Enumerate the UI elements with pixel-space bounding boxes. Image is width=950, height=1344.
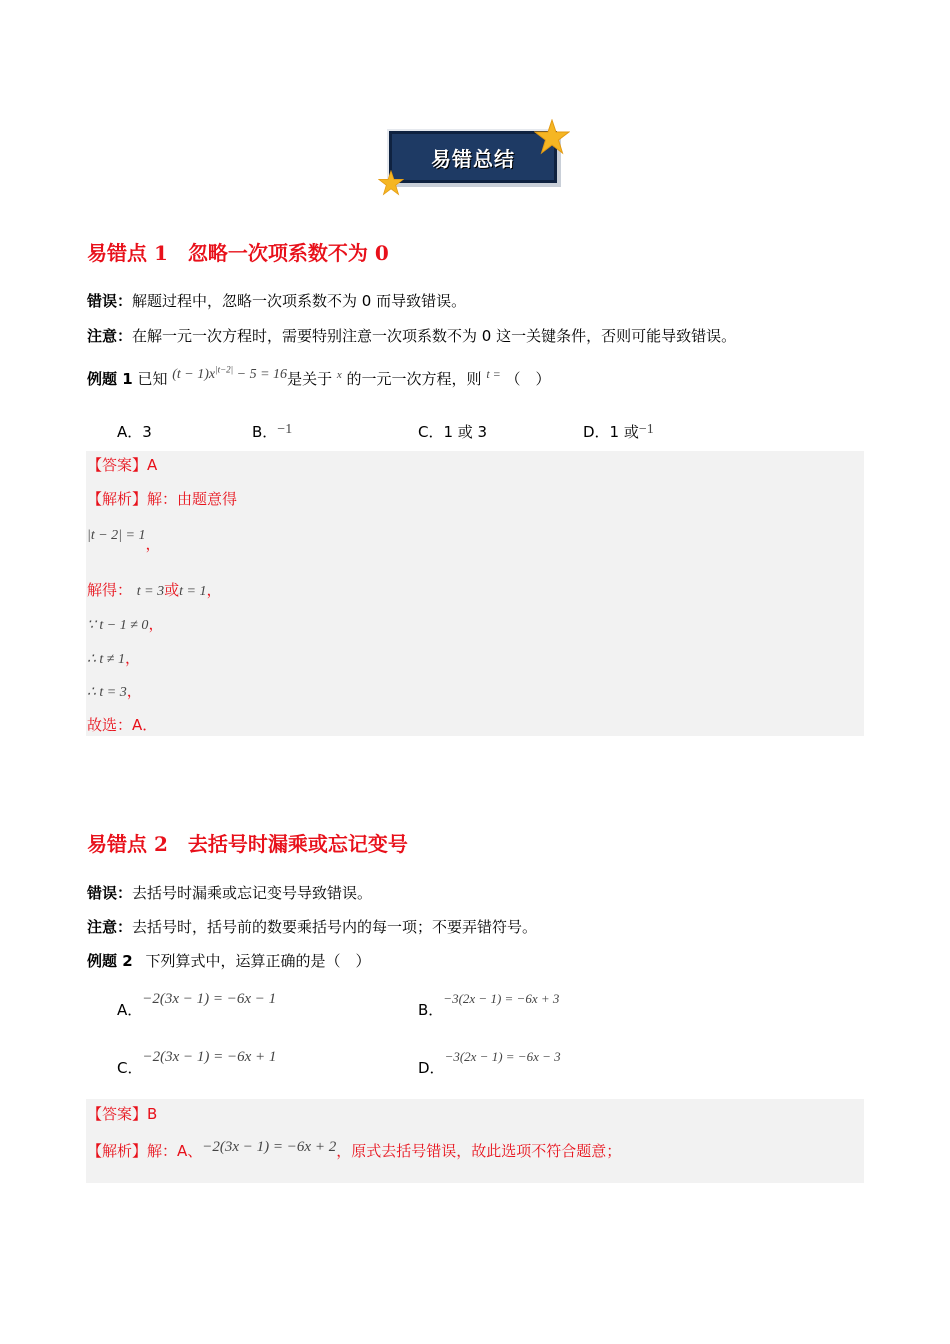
note-label: 注意：: [87, 327, 133, 345]
solution1-step2: 解得： t = 3或t = 1，: [87, 581, 222, 599]
example-equation: $(t - 1)x^{|t-2|} - 5 = 16$: [172, 364, 288, 382]
solution1-step1: |t − 2| = 1，: [87, 528, 161, 553]
example-variable: x: [336, 369, 342, 381]
error-text: 解题过程中，忽略一次项系数不为 0 而导致错误。: [132, 292, 467, 310]
error-label: 错误：: [87, 292, 133, 310]
example2-option-d[interactable]: D．−3(2x − 1) = −6x − 3: [418, 1049, 561, 1077]
example-label: 例题 1: [87, 370, 133, 388]
solution1-analysis: 【解析】解：由题意得: [87, 490, 238, 508]
example1-option-d[interactable]: D．1 或−1: [583, 422, 654, 441]
star-icon: [534, 119, 570, 155]
example-paren: （ ）: [505, 370, 551, 388]
example-label: 例题 2: [87, 952, 133, 970]
example-prefix: 已知: [137, 370, 168, 388]
example2-question: [87, 950, 370, 971]
section2-heading: 易错点 2 去括号时漏乘或忘记变号: [87, 832, 408, 856]
section1-heading: 易错点 1 忽略一次项系数不为 0: [87, 241, 389, 265]
section2-note: [87, 916, 537, 937]
section2-error: [87, 882, 372, 903]
solution2-answer: 【答案】B: [87, 1105, 158, 1123]
example-mid: 是关于: [287, 370, 333, 388]
star-icon: [378, 170, 404, 196]
example2-option-b[interactable]: B．−3(2x − 1) = −6x + 3: [418, 991, 560, 1019]
example2-option-c[interactable]: C．−2(3x − 1) = −6x + 1: [117, 1049, 277, 1077]
example1-question: [87, 364, 551, 389]
solution1-answer: 【答案】A: [87, 456, 158, 474]
example-text: 下列算式中，运算正确的是（ ）: [145, 952, 371, 970]
example-ask: t =: [486, 367, 501, 381]
example-suffix: 的一元一次方程，则: [346, 370, 482, 388]
section1-error: [87, 290, 466, 311]
note-label: 注意：: [87, 918, 133, 936]
solution2-analysis: 【解析】解：A、−2(3x − 1) = −6x + 2，原式去括号错误，故此选项不符合题意；: [87, 1139, 622, 1160]
example2-option-a[interactable]: A．−2(3x − 1) = −6x − 1: [117, 991, 277, 1019]
section1-note: [87, 325, 736, 346]
solution1-conclusion: 故选：A．: [87, 716, 158, 734]
example1-option-b[interactable]: B．−1: [252, 422, 293, 441]
example1-option-c[interactable]: C．1 或 3: [418, 423, 488, 441]
error-text: 去括号时漏乘或忘记变号导致错误。: [132, 884, 373, 902]
example1-option-a[interactable]: A．3: [117, 423, 152, 441]
solution1-step3: ∵ t − 1 ≠ 0，: [87, 615, 164, 633]
solution1-step4: ∴ t ≠ 1，: [87, 649, 140, 667]
error-label: 错误：: [87, 884, 133, 902]
banner-title: 易错总结: [431, 146, 515, 171]
note-text: 去括号时，括号前的数要乘括号内的每一项；不要弄错符号。: [132, 918, 538, 936]
section-banner: [389, 131, 557, 183]
note-text: 在解一元一次方程时，需要特别注意一次项系数不为 0 这一关键条件，否则可能导致错误。: [132, 327, 737, 345]
solution1-step5: ∴ t = 3，: [87, 682, 142, 700]
